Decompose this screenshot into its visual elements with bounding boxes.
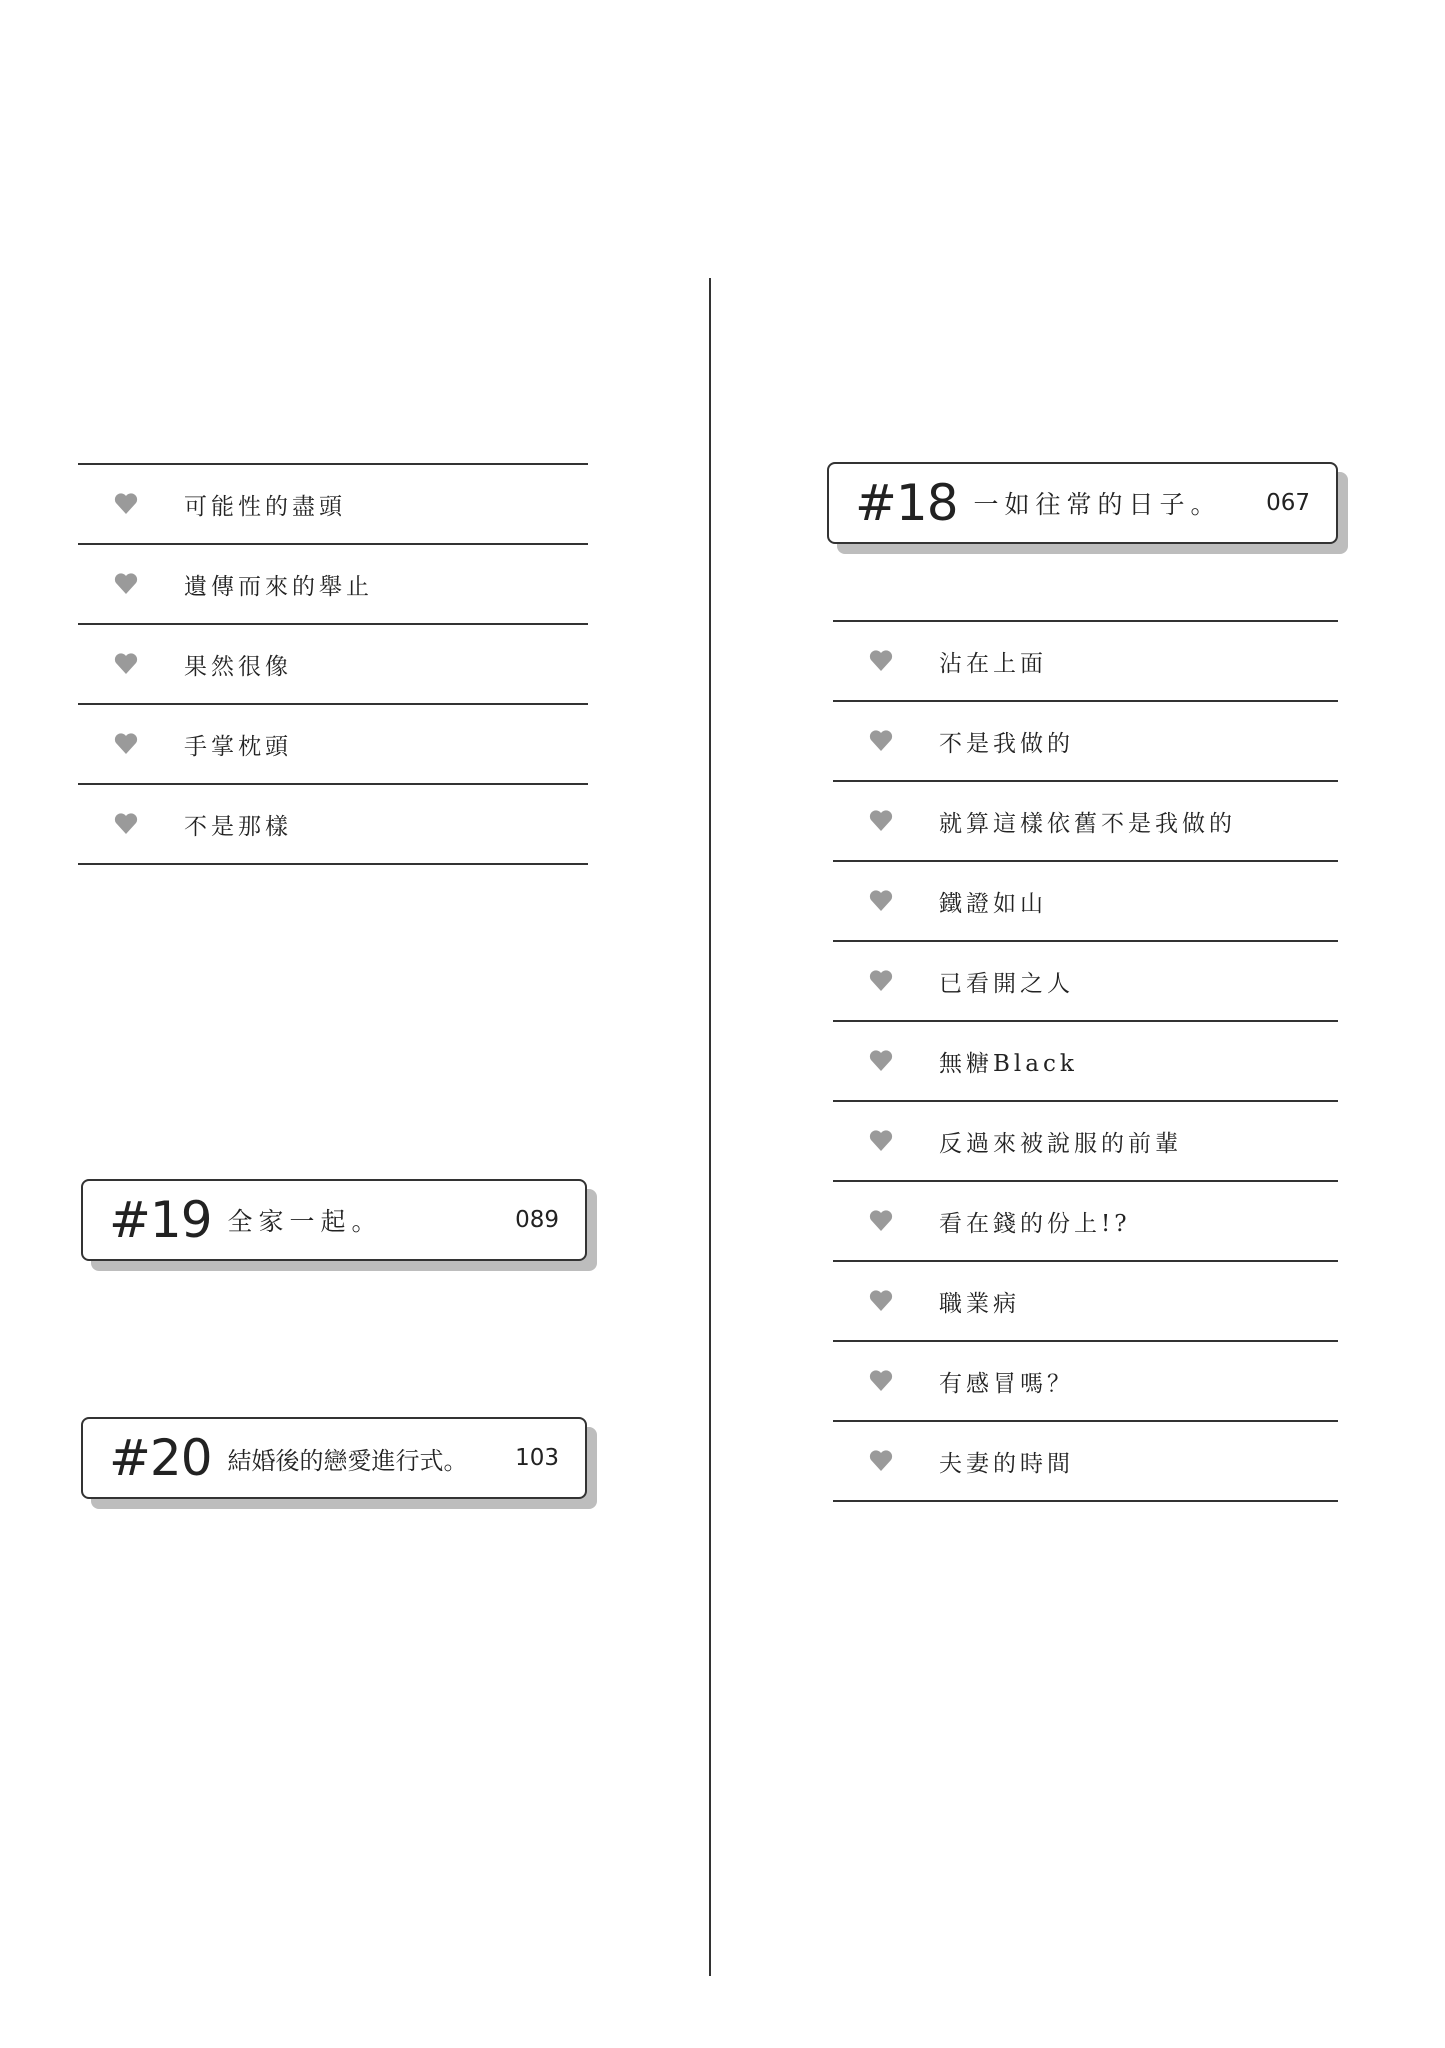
heart-icon [114, 733, 138, 755]
chapter-page: 089 [515, 1207, 559, 1233]
list-item-label: 看在錢的份上!? [939, 1210, 1131, 1237]
column-divider [709, 278, 711, 1976]
list-item[interactable] [78, 785, 588, 865]
heart-icon [869, 1210, 893, 1232]
list-item-label: 遺傳而來的舉止 [184, 573, 373, 600]
heart-icon [869, 1130, 893, 1152]
chapter-18-entry[interactable] [827, 462, 1338, 544]
list-item[interactable] [833, 782, 1338, 862]
heart-icon [869, 650, 893, 672]
right-story-list [833, 620, 1338, 1502]
list-item-label: 反過來被說服的前輩 [939, 1130, 1182, 1157]
heart-icon [869, 730, 893, 752]
heart-icon [869, 970, 893, 992]
list-item-label: 果然很像 [184, 653, 292, 680]
chapter-page: 067 [1266, 490, 1310, 516]
heart-icon [114, 573, 138, 595]
chapter-title: 結婚後的戀愛進行式。 [227, 1446, 468, 1475]
chapter-19-entry[interactable] [81, 1179, 587, 1261]
list-item-label: 不是那樣 [184, 813, 292, 840]
left-story-list [78, 463, 588, 865]
list-item-label: 手掌枕頭 [184, 733, 292, 760]
list-item-label: 就算這樣依舊不是我做的 [939, 810, 1236, 837]
heart-icon [869, 1370, 893, 1392]
heart-icon [869, 1290, 893, 1312]
list-item-label: 不是我做的 [939, 730, 1074, 757]
list-item-label: 鐵證如山 [939, 890, 1047, 917]
chapter-number: #20 [109, 1429, 212, 1487]
list-item-label: 沾在上面 [939, 650, 1047, 677]
list-item[interactable] [78, 625, 588, 705]
list-item-label: 可能性的盡頭 [184, 493, 346, 520]
list-item-label: 有感冒嗎？ [939, 1370, 1074, 1397]
list-item-label: 職業病 [939, 1290, 1020, 1317]
heart-icon [869, 810, 893, 832]
list-item[interactable] [833, 942, 1338, 1022]
list-item-label: 已看開之人 [939, 970, 1074, 997]
list-item[interactable] [833, 620, 1338, 702]
heart-icon [114, 813, 138, 835]
list-item-label: 無糖Black [939, 1050, 1078, 1077]
list-item[interactable] [833, 1342, 1338, 1422]
chapter-number: #19 [109, 1191, 212, 1249]
chapter-title: 一如往常的日子。 [973, 490, 1222, 519]
chapter-title: 全家一起。 [227, 1207, 383, 1236]
list-item[interactable] [833, 702, 1338, 782]
list-item[interactable] [78, 545, 588, 625]
list-item[interactable] [833, 1182, 1338, 1262]
list-item[interactable] [78, 705, 588, 785]
chapter-20-entry[interactable] [81, 1417, 587, 1499]
list-item[interactable] [833, 1262, 1338, 1342]
list-item[interactable] [833, 1102, 1338, 1182]
chapter-number: #18 [855, 474, 958, 532]
list-item[interactable] [78, 463, 588, 545]
heart-icon [869, 1050, 893, 1072]
list-item[interactable] [833, 1022, 1338, 1102]
list-item-label: 夫妻的時間 [939, 1450, 1074, 1477]
heart-icon [869, 890, 893, 912]
chapter-page: 103 [515, 1445, 559, 1471]
list-item[interactable] [833, 1422, 1338, 1502]
list-item[interactable] [833, 862, 1338, 942]
heart-icon [114, 653, 138, 675]
heart-icon [114, 493, 138, 515]
heart-icon [869, 1450, 893, 1472]
